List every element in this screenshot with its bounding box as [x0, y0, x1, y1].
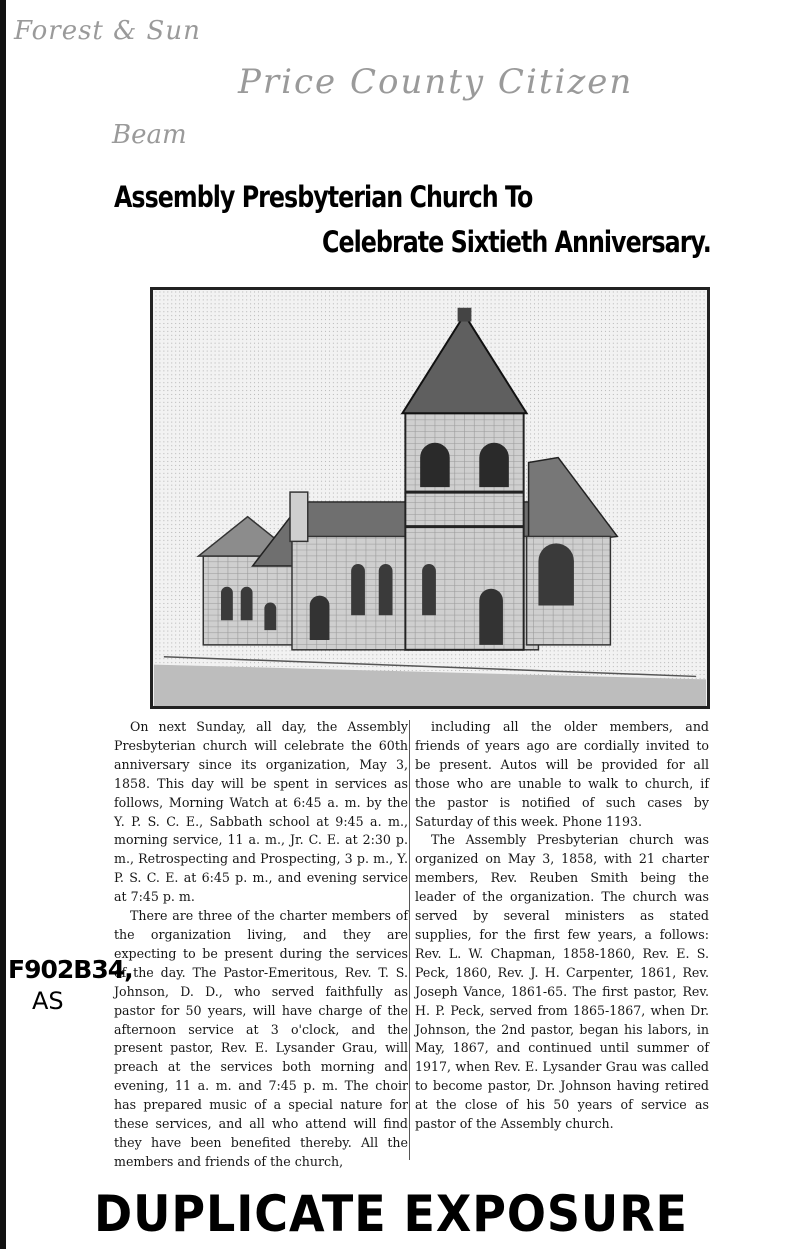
article-column-left [114, 718, 408, 1172]
headline-line-1: Assembly Presbyterian Church To [114, 180, 533, 214]
article-paragraph: The Assembly Presbyterian church was organized on May 3, 1858, with 21 charter members, Rev. Reuben Smith being the leader of the organization. The church was served by several ministers as stated supplies, for the first few years, a follows: Rev. L. W. Chapman, 1858-1860, Rev. E. S. Peck, 1860, Rev. J. H. Carpenter, 1861, Rev. Joseph Vance, 1861-65. The first pastor, Rev. H. P. Peck, served from 1865-1867, when Dr. Johnson, the 2nd pastor, began his labors, in May, 1867, and continued until summer of 1917, when Rev. E. Lysander Grau was called to become pastor, Dr. Johnson having retired at the close of his 50 years of service as pastor of the Assembly church. [415, 832, 709, 1132]
duplicate-exposure-stamp: DUPLICATE EXPOSURE [94, 1185, 688, 1243]
article-column-right [415, 718, 709, 1134]
film-edge [0, 0, 6, 1249]
church-photo [150, 287, 710, 709]
handwritten-note-3: Beam [112, 120, 187, 150]
headline-line-2: Celebrate Sixtieth Anniversary. [322, 225, 711, 259]
archive-code: F902B34, [8, 955, 133, 984]
column-divider [409, 720, 410, 1160]
article-paragraph: There are three of the charter members of the organization living, and they are expecting to be present during the services of the day. The Pastor-Emeritous, Rev. T. S. Johnson, D. D., who served faithfully as pastor for 50 years, will have charge of the afternoon service at 3 o'clock, and the present pastor, Rev. E. Lysander Grau, will preach at the services both morning and evening, 11 a. m. and 7:45 p. m. The choir has prepared music of a special nature for these services, and all who attend will find they have been benefited thereby. All the members and friends of the church, [114, 908, 408, 1169]
article-paragraph: On next Sunday, all day, the Assembly Presbyterian church will celebrate the 60th anniversary since its organization, May 3, 1858. This day will be spent in services as follows, Morning Watch at 6:45 a. m. by the Y. P. S. C. E., Sabbath school at 9:45 a. m., morning service, 11 a. m., Jr. C. E. at 2:30 p. m., Retrospecting and Prospecting, 3 p. m., Y. P. S. C. E. at 6:45 p. m., and evening service at 7:45 p. m. [114, 719, 408, 905]
article-paragraph: including all the older members, and friends of years ago are cordially invited to be present. Autos will be provided for all those who are unable to walk to church, if the pastor is notified of such cases by Saturday of this week. Phone 1193. [415, 719, 709, 829]
archive-initials: AS [32, 987, 64, 1015]
handwritten-note-1: Forest & Sun [14, 16, 201, 46]
handwritten-note-2: Price County Citizen [238, 62, 634, 102]
church-building-icon [153, 290, 707, 706]
